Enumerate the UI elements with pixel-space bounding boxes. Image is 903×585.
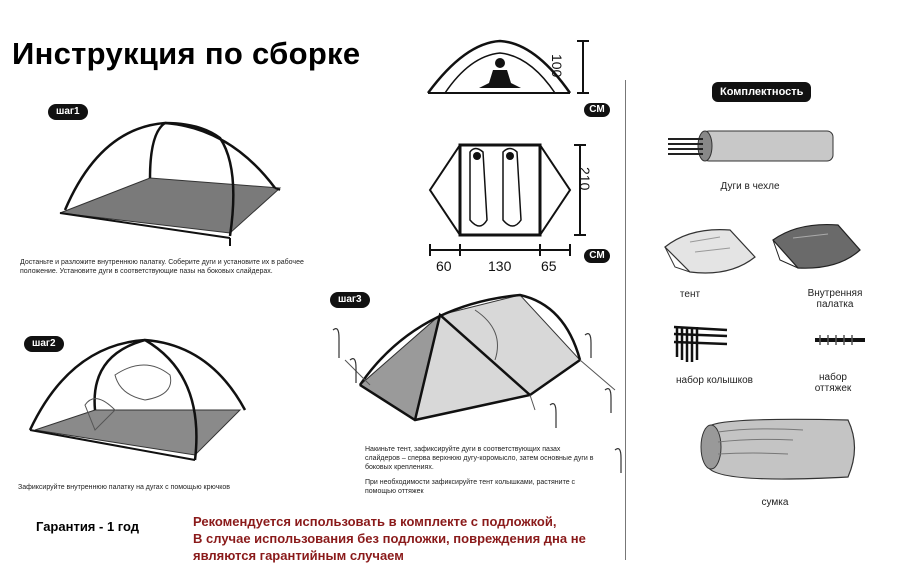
poles-in-case-icon xyxy=(663,125,843,170)
kit-item-inner-tent-label: Внутренняя палатка xyxy=(807,288,863,310)
length-dimension: 210 xyxy=(577,167,593,191)
recommendation-text: Рекомендуется использовать в комплекте с подложкой, В случае использования без подложки, повреждения дна не являются гарантийным случаем xyxy=(193,514,586,563)
kit-badge: Комплектность xyxy=(712,82,811,102)
bag-icon xyxy=(693,412,868,487)
warranty-text: Гарантия - 1 год xyxy=(36,519,140,534)
inner-tent-icon xyxy=(768,220,868,280)
width-right-dimension: 65 xyxy=(541,258,557,274)
step3-badge: шаг3 xyxy=(330,292,370,308)
kit-item-poles-label: Дуги в чехле xyxy=(720,181,780,192)
step3-text: Накиньте тент, зафиксируйте дуги в соответствующих пазах слайдеров – сперва верхнюю дугу-коромысло, затем основные дуги в боковых креплениях. При необходимости зафиксируйте тент колышками, растяните с помощью оттяжек xyxy=(365,446,594,495)
kit-item-guy-ropes-label: набор оттяжек xyxy=(814,372,852,394)
kit-item-rainfly-label: тент xyxy=(679,289,701,300)
step2-illustration xyxy=(20,335,260,475)
step3-illustration xyxy=(325,290,625,460)
unit-badge-top: СМ xyxy=(584,103,610,117)
step1-text: Достаньте и разложите внутреннюю палатку. Соберите дуги и установите их в рабочее положение. Установите дуги в соответствующие пазы на боковых слайдерах. xyxy=(20,259,304,275)
kit-item-pegs-label: набор колышков xyxy=(676,375,753,386)
kit-item-bag-label: сумка xyxy=(761,497,789,508)
step1-badge: шаг1 xyxy=(48,104,88,120)
pegs-icon xyxy=(672,322,732,367)
tent-top-view xyxy=(425,140,615,260)
guy-ropes-icon xyxy=(810,325,870,355)
step2-text: Зафиксируйте внутреннюю палатку на дугах с помощью крючков xyxy=(18,484,230,491)
step1-illustration xyxy=(40,118,310,248)
page-title: Инструкция по сборке xyxy=(12,36,361,71)
width-left-dimension: 60 xyxy=(436,258,452,274)
rainfly-icon xyxy=(660,222,760,282)
section-divider xyxy=(625,80,626,560)
width-middle-dimension: 130 xyxy=(488,258,512,274)
unit-badge-bottom: СМ xyxy=(584,249,610,263)
height-dimension: 100 xyxy=(549,54,565,78)
step2-badge: шаг2 xyxy=(24,336,64,352)
